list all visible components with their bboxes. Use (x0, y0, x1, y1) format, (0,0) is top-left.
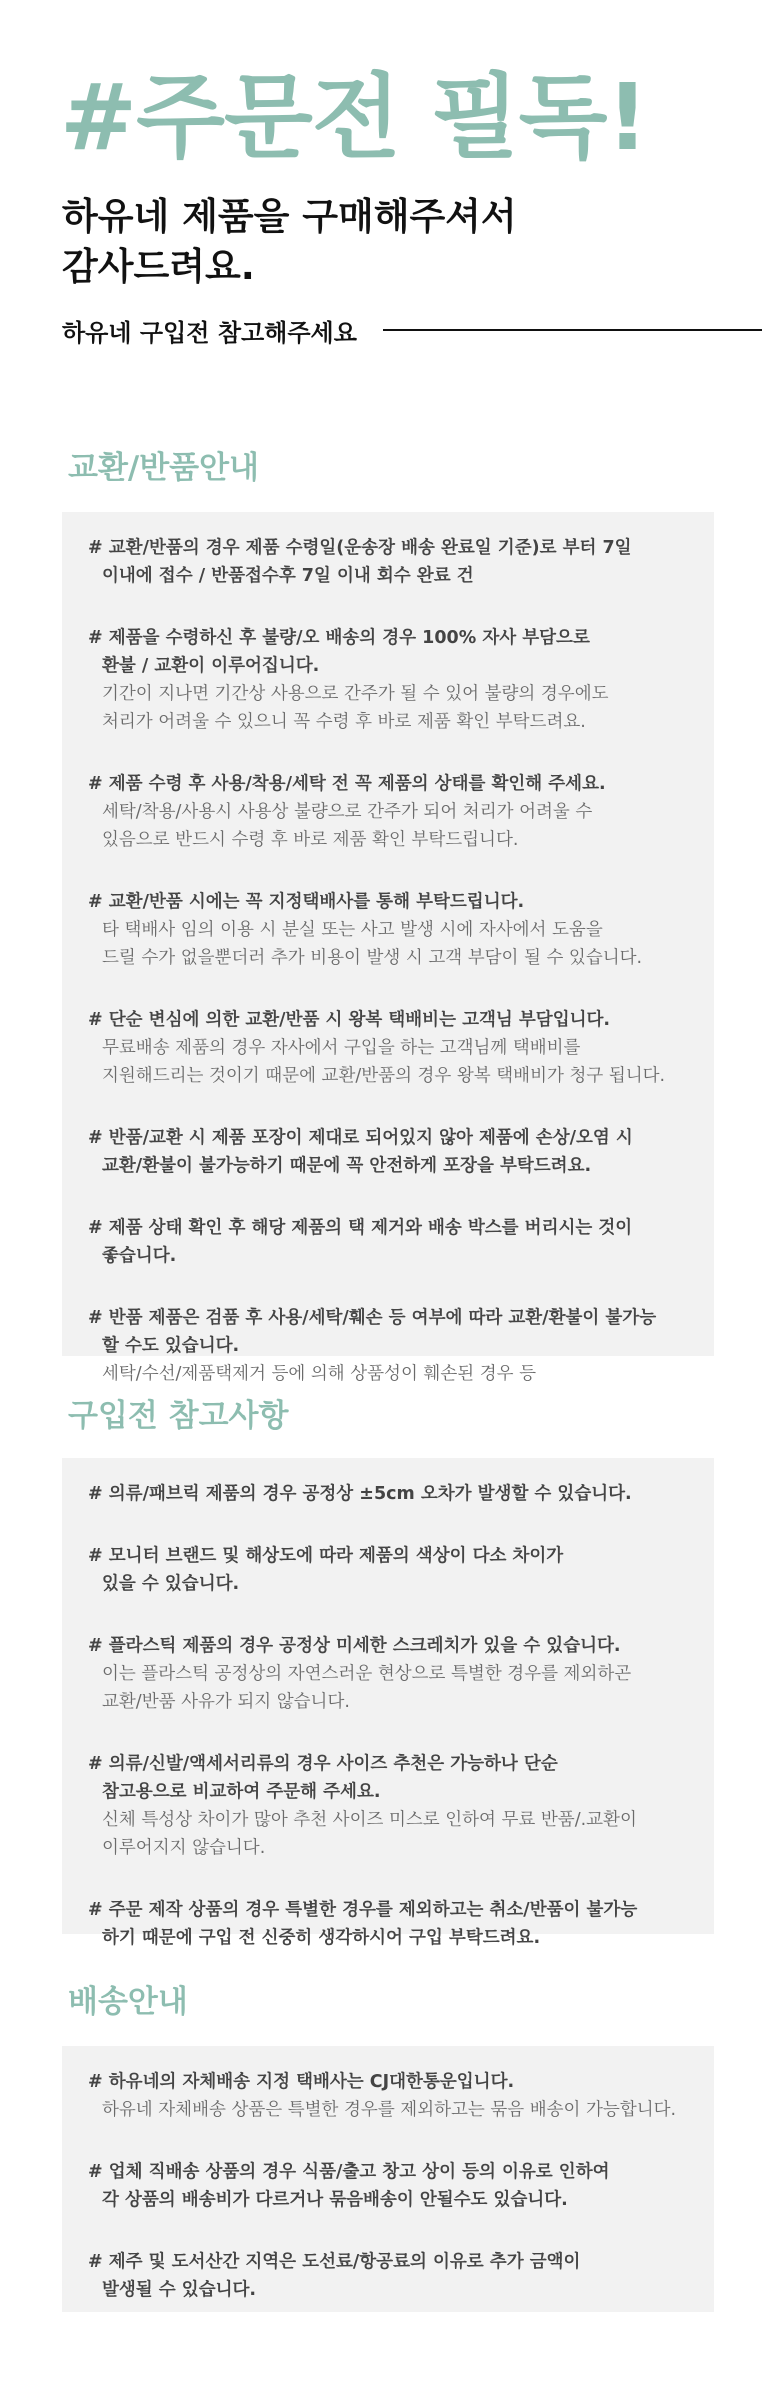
notice-item (88, 1006, 688, 1090)
section-title-shipping: 배송안내 (68, 1984, 188, 2020)
notice-heading (88, 1124, 688, 1180)
notice-description (88, 916, 688, 972)
notice-heading-line: # 하유네의 자체배송 지정 택배사는 CJ대한통운입니다. (88, 2072, 515, 2092)
notice-heading-line: 좋습니다. (102, 1246, 177, 1266)
notice-heading-line: 있을 수 있습니다. (102, 1574, 240, 1594)
hero-subtitle-line: 하유네 제품을 구매해주셔서 (62, 195, 517, 238)
notice-heading-line: # 주문 제작 상품의 경우 특별한 경우를 제외하고는 취소/반품이 불가능 (88, 1900, 638, 1920)
notice-heading-line: 교환/환불이 불가능하기 때문에 꼭 안전하게 포장을 부탁드려요. (102, 1156, 592, 1176)
notice-description-line: 있음으로 반드시 수령 후 바로 제품 확인 부탁드립니다. (102, 830, 519, 850)
notice-heading (88, 1542, 688, 1598)
notice-heading-line: # 업체 직배송 상품의 경우 식품/출고 창고 상이 등의 이유로 인하여 (88, 2162, 610, 2182)
notice-item (88, 2248, 688, 2304)
notice-item (88, 534, 688, 590)
notice-item (88, 1632, 688, 1716)
notice-heading (88, 1632, 688, 1660)
notice-heading-line: 할 수도 있습니다. (102, 1336, 240, 1356)
hero-subtitle (62, 192, 517, 292)
notice-heading-line: # 제품을 수령하신 후 불량/오 배송의 경우 100% 자사 부담으로 (88, 628, 590, 648)
notice-description-line: 타 택배사 임의 이용 시 분실 또는 사고 발생 시에 자사에서 도움을 (102, 920, 603, 940)
notice-heading (88, 534, 688, 590)
notice-heading-line: 참고용으로 비교하여 주문해 주세요. (102, 1782, 381, 1802)
section-box-exchange-return (62, 512, 714, 1384)
notice-description-line: 이루어지지 않습니다. (102, 1838, 266, 1858)
section-box-purchase-notes (62, 1458, 714, 1948)
hero-divider (383, 329, 762, 331)
notice-description-line: 처리가 어려울 수 있으니 꼭 수령 후 바로 제품 확인 부탁드려요. (102, 712, 586, 732)
notice-heading (88, 888, 688, 916)
notice-heading-line: # 의류/신발/액세서리류의 경우 사이즈 추천은 가능하나 단순 (88, 1754, 558, 1774)
hero-reference-row (62, 310, 762, 350)
notice-heading (88, 1214, 688, 1270)
notice-item (88, 1124, 688, 1180)
notice-description-line: 하유네 자체배송 상품은 특별한 경우를 제외하고는 묶음 배송이 가능합니다. (102, 2100, 677, 2120)
notice-heading-line: # 교환/반품 시에는 꼭 지정택배사를 통해 부탁드립니다. (88, 892, 525, 912)
notice-heading (88, 1750, 688, 1806)
notice-description-line: 교환/반품 사유가 되지 않습니다. (102, 1692, 350, 1712)
notice-heading (88, 770, 688, 798)
notice-item (88, 770, 688, 854)
notice-item (88, 1214, 688, 1270)
notice-heading-line: 발생될 수 있습니다. (102, 2280, 257, 2300)
notice-description-line: 세탁/착용/사용시 사용상 불량으로 간주가 되어 처리가 어려울 수 (102, 802, 593, 822)
notice-description (88, 1360, 688, 1388)
notice-description-line: 신체 특성상 차이가 많아 추천 사이즈 미스로 인하여 무료 반품/.교환이 (102, 1810, 637, 1830)
notice-heading (88, 1304, 688, 1360)
hero-title: #주문전 필독! (60, 64, 648, 171)
notice-heading (88, 2248, 688, 2304)
notice-description-line: 지원해드리는 것이기 때문에 교환/반품의 경우 왕복 택배비가 청구 됩니다. (102, 1066, 666, 1086)
notice-heading-line: # 교환/반품의 경우 제품 수령일(운송장 배송 완료일 기준)로 부터 7일 (88, 538, 632, 558)
notice-heading-line: 각 상품의 배송비가 다르거나 묶음배송이 안될수도 있습니다. (102, 2190, 568, 2210)
notice-heading-line: # 반품/교환 시 제품 포장이 제대로 되어있지 않아 제품에 손상/오염 시 (88, 1128, 633, 1148)
notice-item (88, 888, 688, 972)
notice-item (88, 1896, 688, 1952)
notice-description-line: 기간이 지나면 기간상 사용으로 간주가 될 수 있어 불량의 경우에도 (102, 684, 609, 704)
notice-heading-line: # 제품 상태 확인 후 해당 제품의 택 제거와 배송 박스를 버리시는 것이 (88, 1218, 633, 1238)
hero-reference-text: 하유네 구입전 참고해주세요 (62, 318, 357, 347)
notice-description-line: 세탁/수선/제품택제거 등에 의해 상품성이 훼손된 경우 등 (102, 1364, 536, 1384)
notice-heading-line: # 반품 제품은 검품 후 사용/세탁/훼손 등 여부에 따라 교환/환불이 불가능 (88, 1308, 657, 1328)
notice-item (88, 2158, 688, 2214)
notice-description (88, 1660, 688, 1716)
notice-item (88, 1480, 688, 1508)
notice-heading-line: # 제주 및 도서산간 지역은 도선료/항공료의 이유로 추가 금액이 (88, 2252, 581, 2272)
notice-description (88, 1806, 688, 1862)
section-box-shipping (62, 2046, 714, 2312)
notice-heading-line: 환불 / 교환이 이루어집니다. (102, 656, 320, 676)
notice-heading (88, 1006, 688, 1034)
notice-heading-line: # 제품 수령 후 사용/착용/세탁 전 꼭 제품의 상태를 확인해 주세요. (88, 774, 606, 794)
notice-item (88, 1750, 688, 1862)
notice-heading-line: # 모니터 브랜드 및 해상도에 따라 제품의 색상이 다소 차이가 (88, 1546, 564, 1566)
notice-heading-line: 이내에 접수 / 반품접수후 7일 이내 회수 완료 건 (102, 566, 474, 586)
notice-description (88, 798, 688, 854)
notice-item (88, 2068, 688, 2124)
notice-item (88, 1304, 688, 1388)
notice-heading (88, 2158, 688, 2214)
notice-description (88, 1034, 688, 1090)
notice-heading (88, 624, 688, 680)
notice-heading-line: # 의류/패브릭 제품의 경우 공정상 ±5cm 오차가 발생할 수 있습니다. (88, 1484, 632, 1504)
notice-heading (88, 2068, 688, 2096)
section-title-purchase-notes: 구입전 참고사항 (68, 1398, 289, 1434)
notice-heading-line: 하기 때문에 구입 전 신중히 생각하시어 구입 부탁드려요. (102, 1928, 541, 1948)
hero-subtitle-line: 감사드려요. (62, 245, 255, 288)
notice-description-line: 이는 플라스틱 공정상의 자연스러운 현상으로 특별한 경우를 제외하곤 (102, 1664, 632, 1684)
notice-description (88, 2096, 688, 2124)
notice-description (88, 680, 688, 736)
notice-description-line: 드릴 수가 없을뿐더러 추가 비용이 발생 시 고객 부담이 될 수 있습니다. (102, 948, 643, 968)
notice-heading (88, 1896, 688, 1952)
notice-item (88, 624, 688, 736)
notice-heading-line: # 플라스틱 제품의 경우 공정상 미세한 스크레치가 있을 수 있습니다. (88, 1636, 621, 1656)
notice-heading (88, 1480, 688, 1508)
notice-heading-line: # 단순 변심에 의한 교환/반품 시 왕복 택배비는 고객님 부담입니다. (88, 1010, 611, 1030)
section-title-exchange-return: 교환/반품안내 (68, 450, 259, 486)
notice-description-line: 무료배송 제품의 경우 자사에서 구입을 하는 고객님께 택배비를 (102, 1038, 581, 1058)
notice-item (88, 1542, 688, 1598)
